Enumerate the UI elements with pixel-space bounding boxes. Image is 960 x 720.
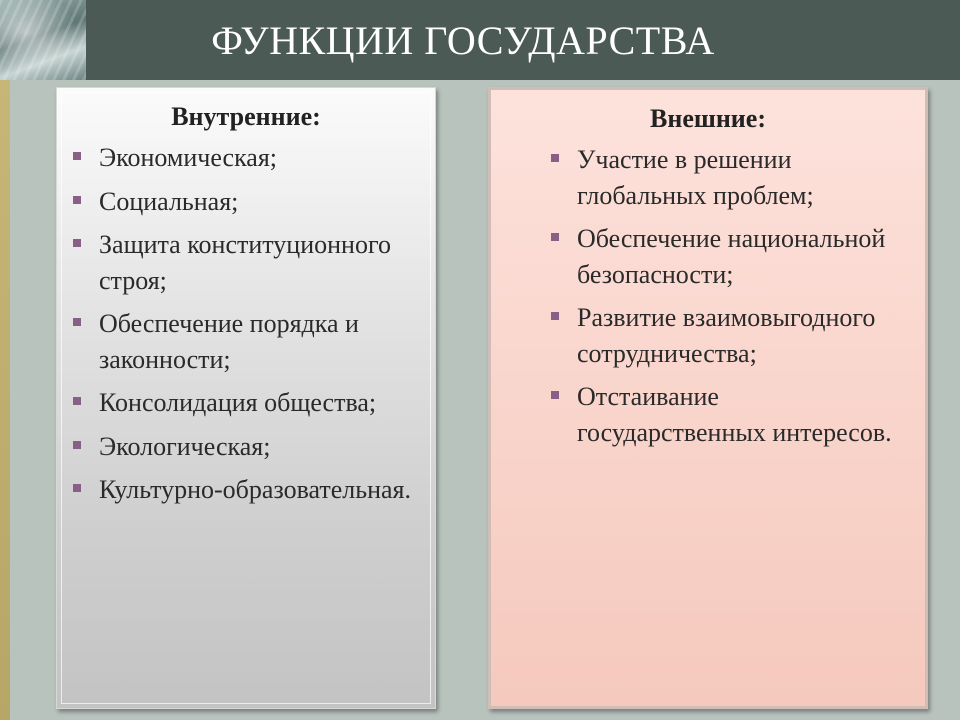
list-item	[99, 429, 425, 465]
internal-functions-heading: Внутренние:	[171, 102, 321, 131]
accent-strip	[0, 80, 10, 720]
square-bullet-icon	[73, 397, 81, 405]
list-item-text: Обеспечение национальной безопасности;	[577, 224, 886, 289]
list-item	[99, 140, 425, 176]
external-functions-panel	[488, 87, 928, 709]
list-item	[99, 472, 425, 508]
square-bullet-icon	[73, 318, 81, 326]
external-functions-list	[577, 142, 909, 450]
list-item-text: Социальная;	[99, 186, 239, 216]
internal-functions-panel	[56, 87, 436, 709]
list-item-text: Участие в решении глобальных проблем;	[577, 145, 814, 210]
square-bullet-icon	[73, 239, 81, 247]
list-item	[99, 184, 425, 220]
list-item	[577, 300, 909, 371]
square-bullet-icon	[73, 441, 81, 449]
list-item-text: Экологическая;	[99, 431, 271, 461]
slide-title: ФУНКЦИИ ГОСУДАРСТВА	[211, 17, 715, 63]
list-item	[99, 385, 425, 421]
square-bullet-icon	[73, 484, 81, 492]
external-functions-heading: Внешние:	[650, 104, 766, 133]
square-bullet-icon	[551, 391, 559, 399]
list-item	[577, 142, 909, 213]
square-bullet-icon	[551, 154, 559, 162]
square-bullet-icon	[551, 312, 559, 320]
square-bullet-icon	[73, 196, 81, 204]
list-item	[99, 227, 425, 298]
header-decorative-image	[0, 0, 86, 80]
list-item	[577, 379, 909, 450]
list-item-text: Развитие взаимовыгодного сотрудничества;	[577, 303, 876, 368]
list-item-text: Обеспечение порядка и законности;	[99, 309, 359, 374]
list-item-text: Экономическая;	[99, 143, 278, 172]
list-item-text: Отстаивание государственных интересов.	[577, 382, 892, 447]
list-item	[99, 306, 425, 377]
internal-functions-list	[99, 140, 425, 508]
list-item	[577, 221, 909, 292]
list-item-text: Культурно-образовательная.	[99, 475, 412, 504]
square-bullet-icon	[551, 233, 559, 241]
square-bullet-icon	[73, 152, 81, 160]
list-item-text: Консолидация общества;	[99, 388, 377, 417]
list-item-text: Защита конституционного строя;	[99, 230, 391, 295]
